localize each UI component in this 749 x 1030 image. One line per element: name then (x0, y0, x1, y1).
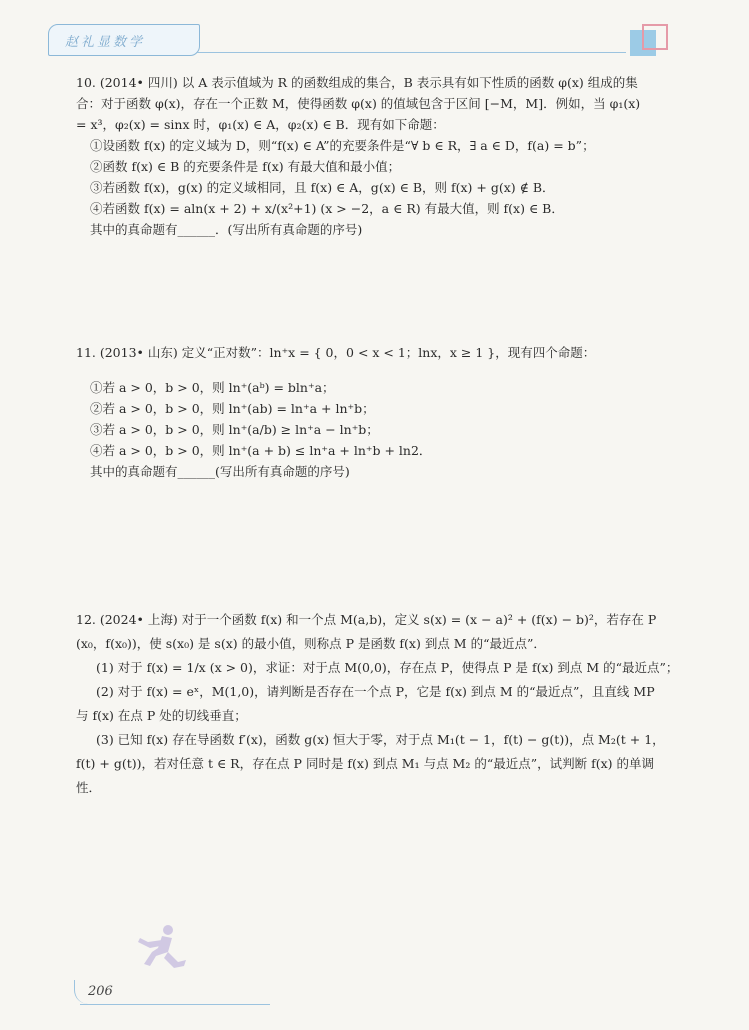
problem-12-part-1: (1) 对于 f(x) = 1/x (x > 0)，求证：对于点 M(0,0)，存在点 P，使得点 P 是 f(x) 到点 M 的“最近点”； (96, 660, 679, 675)
problem-12-part-3-end: 性． (76, 780, 102, 795)
problem-12-line-1: 12. (2024• 上海) 对于一个函数 f(x) 和一个点 M(a,b)，定义 s(x) = (x − a)² + (f(x) − b)²，若存在 P (76, 612, 657, 627)
problem-10-question: 其中的真命题有______．(写出所有真命题的序号) (90, 222, 363, 237)
problem-10-line-1: 10. (2014• 四川) 以 A 表示值域为 R 的函数组成的集合，B 表示具有如下性质的函数 φ(x) 组成的集 (76, 75, 638, 90)
problem-12-part-2-cont: 与 f(x) 在点 P 处的切线垂直； (76, 708, 247, 723)
problem-11-question: 其中的真命题有______(写出所有真命题的序号) (90, 464, 350, 479)
problem-10-line-3: = x³，φ₂(x) = sinx 时，φ₁(x) ∈ A，φ₂(x) ∈ B．现有如下命题： (76, 117, 445, 132)
problem-12-part-3-cont: f(t) + g(t))，若对任意 t ∈ R，存在点 P 同时是 f(x) 到点 M₁ 与点 M₂ 的“最近点”，试判断 f(x) 的单调 (76, 756, 654, 771)
problem-11 (76, 342, 686, 482)
problem-10-item-3: ③若函数 f(x)，g(x) 的定义域相同，且 f(x) ∈ A，g(x) ∈ B，则 f(x) + g(x) ∉ B． (90, 180, 555, 195)
header-tag (48, 24, 200, 56)
problem-12-line-2: (x₀，f(x₀))，使 s(x₀) 是 s(x) 的最小值，则称点 P 是函数 f(x) 到点 M 的“最近点”． (76, 636, 546, 651)
problem-11-line-1: 11. (2013• 山东) 定义“正对数”：ln⁺x = { 0，0 < x < 1；lnx，x ≥ 1 }，现有四个命题： (76, 345, 596, 360)
corner-decoration (630, 24, 670, 58)
problem-12-part-2: (2) 对于 f(x) = eˣ，M(1,0)，请判断是否存在一个点 P，它是 f(x) 到点 M 的“最近点”，且直线 MP (96, 684, 655, 699)
problem-10-item-1: ①设函数 f(x) 的定义域为 D，则“f(x) ∈ A”的充要条件是“∀ b ∈ R，∃ a ∈ D，f(a) = b”； (90, 138, 595, 153)
header-rule (196, 52, 626, 53)
page-number: 206 (88, 984, 113, 999)
runner-figure-icon (128, 922, 192, 980)
problem-10-item-4: ④若函数 f(x) = aln(x + 2) + x/(x²+1) (x > −2，a ∈ R) 有最大值，则 f(x) ∈ B． (90, 201, 564, 216)
footer-rule (80, 1004, 270, 1005)
problem-10 (76, 72, 686, 240)
problem-11-item-2: ②若 a > 0，b > 0，则 ln⁺(ab) = ln⁺a + ln⁺b； (90, 401, 375, 416)
problem-11-item-3: ③若 a > 0，b > 0，则 ln⁺(a/b) ≥ ln⁺a − ln⁺b； (90, 422, 379, 437)
problem-12-part-3: (3) 已知 f(x) 存在导函数 f′(x)，函数 g(x) 恒大于零，对于点 M₁(t − 1，f(t) − g(t))，点 M₂(t + 1， (96, 732, 665, 747)
page-footer (80, 978, 280, 1008)
problem-10-line-2: 合：对于函数 φ(x)，存在一个正数 M，使得函数 φ(x) 的值域包含于区间 [−M，M]．例如，当 φ₁(x) (76, 96, 641, 111)
corner-square-pink (642, 24, 668, 50)
problem-11-item-1: ①若 a > 0，b > 0，则 ln⁺(aᵇ) = bln⁺a； (90, 380, 335, 395)
problem-10-item-2: ②函数 f(x) ∈ B 的充要条件是 f(x) 有最大值和最小值； (90, 159, 401, 174)
footer-curve (74, 980, 89, 1004)
problem-11-item-4: ④若 a > 0，b > 0，则 ln⁺(a + b) ≤ ln⁺a + ln⁺b + ln2． (90, 443, 432, 458)
header-tag-text: 赵礼显数学 (65, 35, 146, 50)
problem-12 (76, 608, 686, 800)
